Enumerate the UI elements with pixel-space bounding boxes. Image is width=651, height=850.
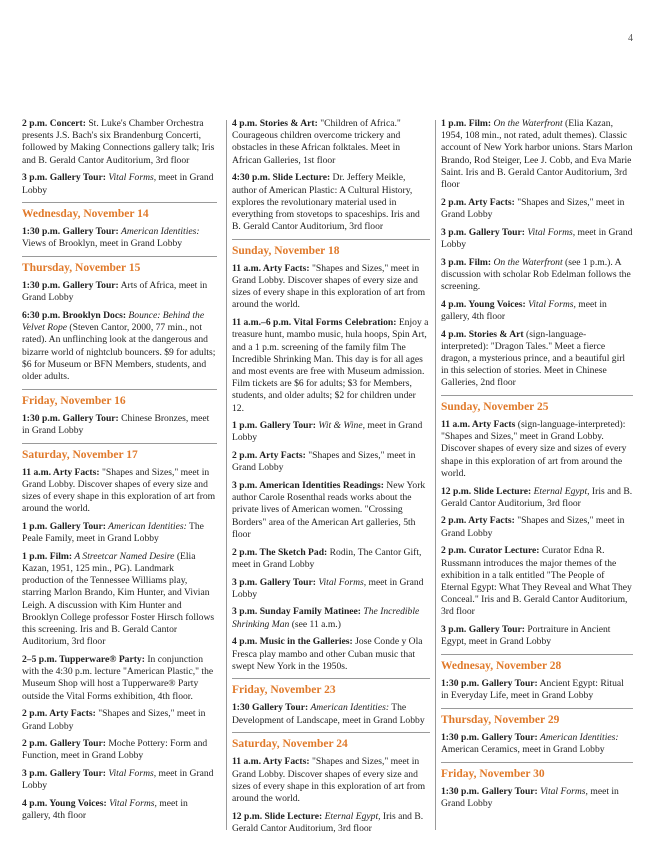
event-description: "Shapes and Sizes," meet in Grand Lobby (22, 708, 206, 732)
event-time: 1:30 p.m. Gallery Tour: (22, 280, 119, 292)
event-title: On the Waterfront (491, 118, 563, 129)
event-title: Eternal Egypt, (322, 810, 381, 822)
event-time: 3 p.m. Gallery Tour: (22, 172, 106, 184)
event-category: Vital Forms Celebration: (291, 317, 397, 329)
calendar-event (22, 551, 217, 649)
event-description: Moche Pottery: Form and Function, meet in Grand Lobby (22, 738, 208, 762)
calendar-event (22, 738, 217, 762)
event-time: 2 p.m. Curator Lecture: (441, 545, 540, 557)
event-title: Eternal Egypt, (531, 485, 590, 497)
calendar-event (22, 226, 217, 250)
event-title: Bounce: Behind the Velvet Rope (22, 310, 205, 334)
calendar-event (22, 467, 217, 516)
event-description: "Shapes and Sizes," meet in Grand Lobby (441, 515, 625, 539)
event-time: 11 a.m. (232, 756, 262, 768)
event-title: Vital Forms, (105, 172, 157, 184)
calendar-event (441, 257, 633, 294)
event-category: Arty Facts: (257, 450, 306, 462)
event-title: American Identities: (537, 731, 619, 743)
event-title: Wit & Wine, (315, 420, 365, 432)
event-description: "Shapes and Sizes," meet in Grand Lobby (232, 450, 416, 474)
event-description: Views of Brooklyn, meet in Grand Lobby (22, 238, 183, 250)
event-time: 3 p.m. Gallery Tour: (441, 226, 525, 238)
event-time: 6:30 p.m. (22, 310, 61, 322)
calendar-event (232, 811, 430, 835)
event-time: 2 p.m. (441, 196, 467, 208)
calendar-event (232, 636, 430, 673)
calendar-column-1 (22, 118, 217, 828)
event-time: 2 p.m. (22, 708, 48, 720)
event-category: Stories & Art (466, 328, 524, 340)
event-description: meet in Grand Lobby (441, 785, 619, 810)
calendar-event (232, 547, 430, 571)
event-title: American Identities: (118, 226, 200, 238)
calendar-event (22, 654, 217, 703)
event-time: 2 p.m. (441, 515, 467, 527)
calendar-event (441, 732, 633, 756)
event-time: 4 p.m. (441, 328, 467, 340)
event-title: On the Waterfront (491, 256, 563, 268)
event-time: 3 p.m. (232, 480, 258, 492)
calendar-event (232, 480, 430, 541)
calendar-event (441, 329, 633, 390)
calendar-event (232, 118, 430, 167)
event-description: (Elia Kazan, 1951, 125 min., PG). Landmark production of the Tennessee Williams play, starring Marlon Brando, Kim Hunter, and Vivian Leigh. A discussion with Kim Hunter and Brooklyn College professor Foster Hirsch follows this screening. Iris and B. Gerald Cantor Auditorium, 3rd floor (22, 550, 215, 648)
event-time: 1 p.m. Film: (22, 550, 73, 562)
event-time: 1:30 p.m. Gallery Tour: (22, 226, 119, 238)
event-category: American Identities Readings: (257, 480, 384, 492)
event-description: (sign-language-interpreted): "Dragon Tales." Meet a fierce dragon, a mysterious prince, and a beautiful girl in this selection of stories. Meet in Chinese Galleries, 2nd floor (441, 328, 626, 389)
day-heading: Friday, November 16 (22, 389, 217, 408)
event-category: Arty Facts: (47, 708, 96, 720)
event-time: 12 p.m. Slide Lecture: (232, 810, 323, 822)
calendar-event (22, 413, 217, 437)
calendar-event (22, 708, 217, 732)
calendar-column-2 (232, 118, 430, 841)
calendar-event (441, 227, 633, 251)
event-time: 1:30 p.m. Gallery Tour: (441, 731, 538, 743)
event-description: meet in gallery, 4th floor (22, 798, 188, 822)
calendar-event (441, 786, 633, 810)
event-description: Chinese Bronzes, meet in Grand Lobby (22, 412, 210, 436)
event-time: 3 p.m. Gallery Tour: (441, 624, 525, 636)
event-time: 4:30 p.m. Slide Lecture: (232, 172, 331, 184)
day-heading: Friday, November 23 (232, 678, 430, 697)
event-description: "Shapes and Sizes," meet in Grand Lobby. Discover shapes of every size and sizes of every shape in this exploration of art from around the world. (22, 466, 216, 515)
calendar-column-3 (441, 118, 633, 816)
event-description: meet in Grand Lobby (22, 768, 214, 792)
event-description: "Children of Africa." Courageous children overcome trickery and obstacles in these African folktales. Meet in African Galleries, 1st floor (232, 118, 401, 166)
calendar-event (232, 756, 430, 805)
event-category: Arty Facts (470, 419, 516, 431)
event-description: Rodin, The Cantor Gift, meet in Grand Lobby (232, 546, 422, 570)
day-heading: Friday, November 30 (441, 762, 633, 781)
event-category: Stories & Art: (257, 118, 318, 129)
event-time: 11 a.m.–6 p.m. (232, 317, 292, 329)
calendar-event (441, 118, 633, 191)
calendar-event (441, 419, 633, 480)
event-title: American Identities: (105, 520, 187, 532)
event-time: 1:30 Gallery Tour: (232, 702, 309, 714)
calendar-event (232, 263, 430, 312)
event-title: Vital Forms, (106, 798, 157, 810)
day-heading: Sunday, November 18 (232, 239, 430, 258)
calendar-event (232, 450, 430, 474)
page-number: 4 (628, 33, 633, 44)
event-category: Arty Facts: (261, 756, 310, 768)
calendar-event (22, 798, 217, 822)
event-category: Arty Facts: (466, 515, 515, 527)
event-time: 4 p.m. (22, 798, 48, 810)
calendar-event (441, 624, 633, 648)
event-category: Young Voices: (466, 298, 526, 310)
event-time: 3 p.m. Gallery Tour: (22, 768, 106, 780)
event-description: Iris and B. Gerald Cantor Auditorium, 3rd floor (232, 810, 424, 834)
calendar-event (232, 702, 430, 726)
event-time: 2 p.m. (232, 450, 258, 462)
event-description: (sign-language-interpreted): "Shapes and Sizes," meet in Grand Lobby. Discover shapes of every size and sizes of every shape in this exploration of art from around the world. (441, 419, 627, 479)
event-description: meet in Grand Lobby (232, 576, 424, 600)
event-time: 3 p.m. Film: (441, 256, 492, 268)
event-time: 12 p.m. Slide Lecture: (441, 485, 532, 497)
day-heading: Wednesday, November 14 (22, 202, 217, 221)
event-title: Vital Forms, (524, 226, 576, 238)
event-category: Arty Facts: (51, 466, 100, 478)
event-time: 2–5 p.m. Tupperware® Party: (22, 654, 145, 665)
event-title: Vital Forms, (537, 785, 588, 797)
event-time: 11 a.m. (22, 466, 52, 478)
calendar-event (232, 606, 430, 630)
event-description: meet in Grand Lobby (232, 420, 423, 444)
calendar-event (22, 118, 217, 167)
calendar-event (232, 317, 430, 415)
calendar-event (22, 280, 217, 304)
event-description: (Steven Cantor, 2000, 77 min., not rated). An unflinching look at the dangerous and bizarre world of nightclub bouncers. $9 for adults; $6 for Museum or BFN Members, students, and older adults. (22, 322, 216, 383)
day-heading: Thursday, November 15 (22, 256, 217, 275)
event-title: Vital Forms, (315, 576, 367, 588)
calendar-event (441, 678, 633, 702)
event-time: 1 p.m. Gallery Tour: (232, 420, 316, 432)
column-divider (226, 120, 227, 830)
event-time: 4 p.m. (441, 298, 467, 310)
event-title: The Incredible Shrinking Man (232, 606, 420, 630)
event-time: 3 p.m. Sunday Family Matinee: (232, 606, 361, 618)
day-heading: Sunday, November 25 (441, 395, 633, 414)
event-time: 2 p.m. (232, 546, 258, 558)
event-time: 1 p.m. Gallery Tour: (22, 520, 106, 532)
event-description: Portraiture in Ancient Egypt, meet in Grand Lobby (441, 624, 611, 648)
event-title: American Identities: (308, 702, 390, 714)
calendar-event (232, 577, 430, 601)
event-description: Enjoy a treasure hunt, mambo music, hula hoops, Spin Art, and a 1 p.m. screening of the family film The Incredible Shrinking Man. This day is for all ages and most events are free with Museum admission. Film tickets are $6 for adults; $3 for Members, students, and older adults; $2 for children under 12. (232, 317, 429, 414)
event-category: Brooklyn Docs: (60, 310, 127, 322)
event-time: 2 p.m. Concert: (22, 118, 86, 129)
event-category: Young Voices: (47, 798, 107, 810)
calendar-event (22, 768, 217, 792)
event-time: 4 p.m. Music in the Galleries: (232, 636, 353, 648)
event-time: 1 p.m. Film: (441, 118, 492, 129)
calendar-event (441, 486, 633, 510)
event-title: Vital Forms, (525, 298, 576, 310)
event-description: "Shapes and Sizes," meet in Grand Lobby. Discover shapes of every size and sizes of every shape in this exploration of art from around the world. (232, 262, 426, 311)
event-time: 2 p.m. Gallery Tour: (22, 738, 106, 750)
calendar-event (441, 515, 633, 539)
event-description: "Shapes and Sizes," meet in Grand Lobby. Discover shapes of every size and sizes of every shape in this exploration of art from around the world. (232, 756, 426, 804)
day-heading: Saturday, November 17 (22, 443, 217, 462)
event-category: Arty Facts: (466, 196, 515, 208)
event-description: Jose Conde y Ola Fresca play mambo and other Cuban music that swept New York in the 1950s. (232, 636, 423, 672)
event-time: 1:30 p.m. Gallery Tour: (441, 785, 538, 797)
calendar-event (441, 197, 633, 221)
event-time: 1:30 p.m. Gallery Tour: (441, 678, 538, 690)
event-description: "Shapes and Sizes," meet in Grand Lobby (441, 196, 625, 220)
event-time: 4 p.m. (232, 118, 258, 129)
event-category: The Sketch Pad: (257, 546, 328, 558)
calendar-event (22, 310, 217, 383)
event-time: 1:30 p.m. Gallery Tour: (22, 412, 119, 424)
calendar-event (441, 299, 633, 323)
event-time: 11 a.m. (441, 419, 471, 431)
event-description: American Ceramics, meet in Grand Lobby (441, 744, 605, 756)
event-description: meet in Grand Lobby (22, 172, 214, 196)
column-divider (435, 120, 436, 830)
event-description: In conjunction with the 4:30 p.m. lecture "American Plastic," the Museum Shop will host a Tupperware® Party outside the Vital Forms exhibition, 4th floor. (22, 654, 214, 702)
event-description: Dr. Jeffery Meikle, author of American Plastic: A Cultural History, explores the revolutionary material used in everything from stovetops to spaceships. Iris and B. Gerald Cantor Auditorium, 3rd floor (232, 172, 420, 233)
event-description: New York author Carole Rosenthal reads works about the private lives of American women. "Crossing Borders" area of the American Art galleries, 5th floor (232, 480, 426, 540)
event-description: Curator Edna R. Russmann introduces the major themes of the exhibition in a talk entitled "The People of Eternal Egypt: What They Reveal and What They Conceal." Iris and B. Gerald Cantor Auditorium, 3rd floor (441, 545, 632, 618)
event-description: meet in gallery, 4th floor (441, 298, 607, 322)
event-description: The Development of Landscape, meet in Grand Lobby (232, 702, 425, 726)
event-description: Arts of Africa, meet in Grand Lobby (22, 280, 208, 304)
calendar-event (22, 521, 217, 545)
event-time: 3 p.m. Gallery Tour: (232, 576, 316, 588)
event-description: Ancient Egypt: Ritual in Everyday Life, meet in Grand Lobby (441, 678, 624, 702)
event-title: Vital Forms, (105, 768, 157, 780)
day-heading: Thursday, November 29 (441, 708, 633, 727)
event-description: The Peale Family, meet in Grand Lobby (22, 520, 204, 545)
event-title: A Streetcar Named Desire (72, 550, 175, 562)
day-heading: Wednesay, November 28 (441, 654, 633, 673)
event-description: St. Luke's Chamber Orchestra presents J.S. Bach's six Brandenburg Concerti, followed by Making Connections gallery talk; Iris and B. Gerald Cantor Auditorium, 3rd floor (22, 118, 215, 166)
event-category: Arty Facts: (261, 262, 310, 274)
event-description: (see 11 a.m.) (289, 618, 341, 630)
day-heading: Saturday, November 24 (232, 732, 430, 751)
calendar-event (441, 545, 633, 618)
event-description: Iris and B. Gerald Cantor Auditorium, 3rd floor (441, 485, 633, 509)
event-description: meet in Grand Lobby (441, 226, 633, 250)
event-time: 11 a.m. (232, 262, 262, 274)
calendar-event (232, 420, 430, 444)
event-description: (Elia Kazan, 1954, 108 min., not rated, adult themes). Classic account of New York harbor unions. Stars Marlon Brando, Rod Steiger, Lee J. Cobb, and Eva Marie Saint. Iris and B. Gerald Cantor Auditorium, 3rd floor (441, 118, 633, 191)
calendar-event (232, 172, 430, 233)
event-description: (see 1 p.m.). A discussion with scholar Rob Edelman follows the screening. (441, 256, 631, 292)
calendar-event (22, 172, 217, 196)
